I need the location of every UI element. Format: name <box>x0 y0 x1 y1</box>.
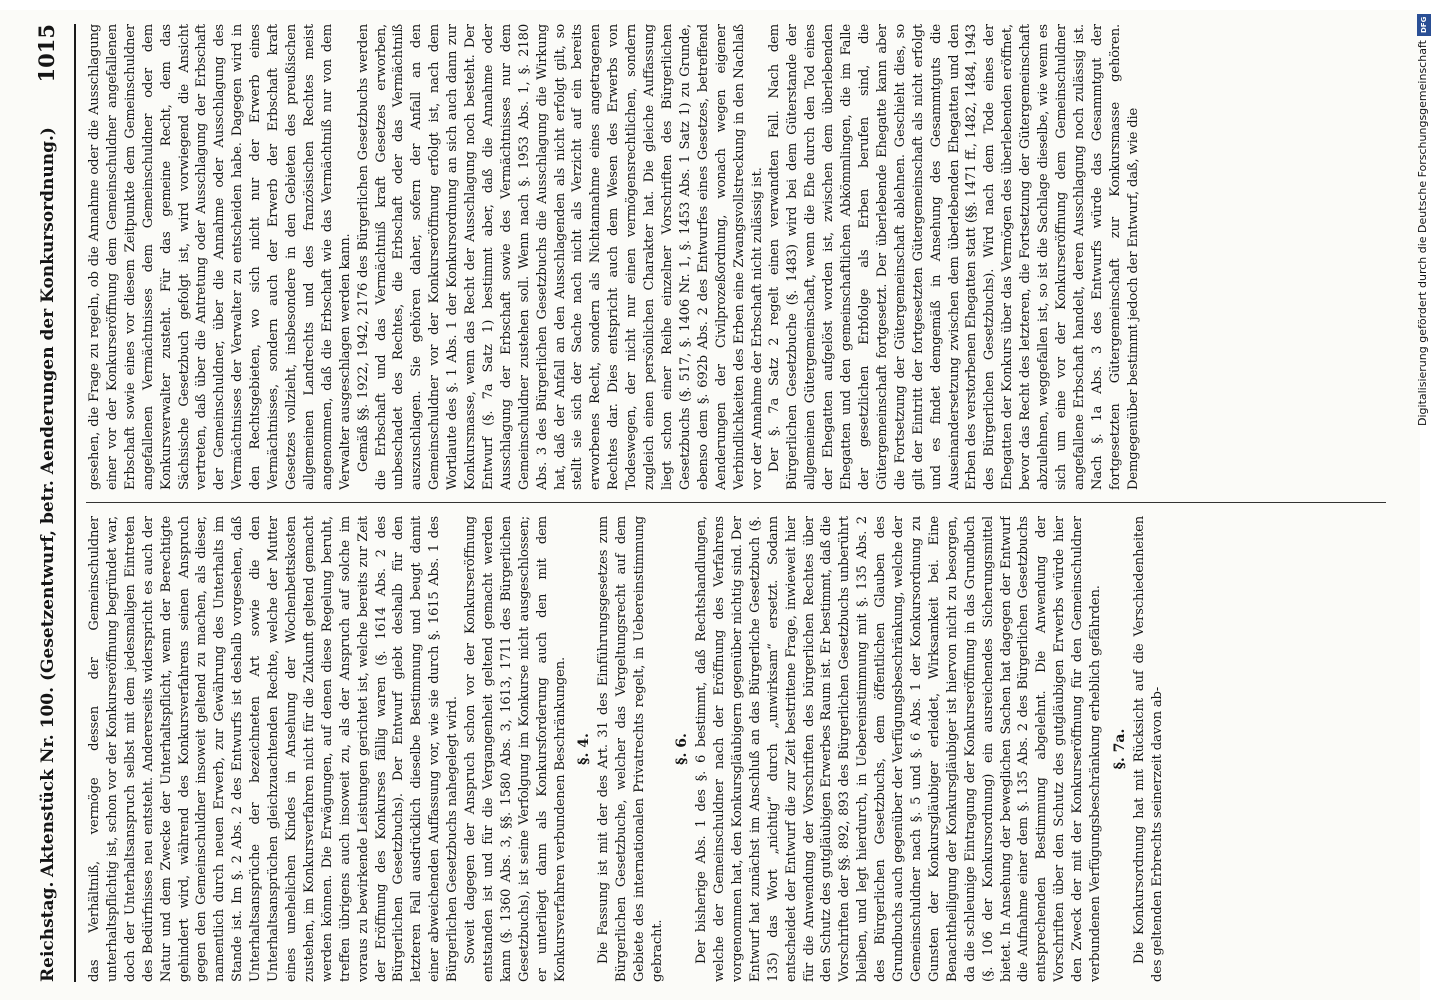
right-paragraph-1: gesehen, die Frage zu regeln, ob die Annahme oder die Ausschlagung einer vor der Konkurseröffnung dem Gemeinschuldner angefallenen Erbschaft sowie eines vor diesem Zeitpunkte dem Gemeinschuldner angefallenen Vermächtnisses dem Gemeinschuldner oder dem Konkursverwalter zusteht. Für das gemeine Recht, dem das Sächsische Gesetzbuch gefolgt ist, wird vorwiegend die Ansicht vertreten, daß über die Antretung oder Ausschlagung der Erbschaft der Gemeinschuldner, über die Annahme oder Ausschlagung des Vermächtnisses der Verwalter zu entscheiden habe. Dagegen wird in den Rechtsgebieten, wo sich nicht nur der Erwerb eines Vermächtnisses, sondern auch der Erwerb der Erbschaft kraft Gesetzes vollzieht, insbesondere in den Gebieten des preußischen allgemeinen Landrechts und des französischen Rechtes meist angenommen, daß die Erbschaft wie das Vermächtniß nur von dem Verwalter ausgeschlagen werden kann. <box>87 24 353 490</box>
column-divider <box>86 502 1386 503</box>
digitization-margin <box>1415 12 1433 992</box>
section-4-text: Die Fassung ist mit der des Art. 31 des Einführungsgesetzes zum Bürgerlichen Gesetzbuche, welcher das Vergeltungsrecht auf dem Gebiete des internationalen Privatrechts regelt, in Uebereinstimmung gebracht. <box>596 516 666 982</box>
page-header <box>30 24 76 982</box>
digitization-note: Digitalisierung gefördert durch die Deutsche Forschungsgemeinschaft <box>1416 40 1429 426</box>
left-paragraph-2: Soweit dagegen der Anspruch schon vor der Konkurseröffnung entstanden ist und für die Vergangenheit geltend gemacht werden kann (§. 1360 Abs. 3, §§. 1580 Abs. 3, 1613, 1711 des Bürgerlichen Gesetzbuchs), ist seine Verfolgung im Konkurse nicht ausgeschlossen; er unterliegt dann als Konkursforderung auch den mit dem Konkursverfahren verbundenen Beschränkungen. <box>463 516 568 982</box>
header-left: Reichstag. <box>38 881 58 982</box>
scanned-page <box>0 10 1420 1000</box>
header-title: Aktenstück Nr. 100. (Gesetzentwurf, betr. Aenderungen der Konkursordnung.) <box>38 127 58 877</box>
left-column <box>86 516 1386 982</box>
page-number: 1015 <box>34 24 59 83</box>
section-7a-heading: §. 7a. <box>1111 728 1128 770</box>
section-4-heading: §. 4. <box>576 733 593 765</box>
dfg-logo: DFG <box>1417 14 1431 36</box>
section-7a-text: Die Konkursordnung hat mit Rücksicht auf die Verschiedenheiten des geltenden Erbrechts seinerzeit davon ab- <box>1131 516 1165 982</box>
right-column <box>86 24 1386 490</box>
section-6-text: Der bisherige Abs. 1 des §. 6 bestimmt, daß Rechtshandlungen, welche der Gemeinschuldner nach der Eröffnung des Verfahrens vorgenommen hat, den Konkursgläubigern gegenüber nichtig sind. Der Entwurf hat zunächst im Anschluß an das Bürgerliche Gesetzbuch (§. 135) das Wort „nichtig“ durch „unwirksam“ ersetzt. Sodann entscheidet der Entwurf die zur Zeit bestrittene Frage, inwieweit hier für die Anwendung der Vorschriften des bürgerlichen Rechtes über den Schutz des gutgläubigen Erwerbes Raum ist. Er bestimmt, daß die Vorschriften der §§. 892, 893 des Bürgerlichen Gesetzbuchs unberührt bleiben, und legt hierdurch, in Uebereinstimmung mit §. 135 Abs. 2 des Bürgerlichen Gesetzbuchs, dem öffentlichen Glauben des Grundbuchs auch gegenüber der Verfügungsbeschränkung, welche der Gemeinschuldner nach §. 5 und §. 6 Abs. 1 der Konkursordnung zu Gunsten der Konkursgläubiger erleidet, Wirksamkeit bei. Eine Benachtheiligung der Konkursgläubiger ist hiervon nicht zu besorgen, da die schleunige Eintragung der Konkurseröffnung in das Grundbuch (§. 106 der Konkursordnung) ein ausreichendes Sicherungsmittel bietet. In Ansehung der beweglichen Sachen hat dagegen der Entwurf die Aufnahme einer dem §. 135 Abs. 2 des Bürgerlichen Gesetzbuchs entsprechenden Bestimmung abgelehnt. Die Anwendung der Vorschriften über den Schutz des gutgläubigen Erwerbs würde hier den Zweck der mit der Konkurseröffnung für den Gemeinschuldner verbundenen Verfügungsbeschränkung erheblich gefährden. <box>694 516 1104 982</box>
section-6-heading: §. 6. <box>674 733 691 765</box>
right-paragraph-3: Der §. 7a Satz 2 regelt einen verwandten Fall. Nach dem Bürgerlichen Gesetzbuche (§. 1483) wird bei dem Güterstande der allgemeinen Gütergemeinschaft, wenn die Ehe durch den Tod eines der Ehegatten aufgelöst worden ist, zwischen dem überlebenden Ehegatten und den gemeinschaftlichen Abkömmlingen, die im Falle der gesetzlichen Erbfolge als Erben berufen sind, die Gütergemeinschaft fortgesetzt. Der überlebende Ehegatte kann aber die Fortsetzung der Gütergemeinschaft ablehnen. Geschieht dies, so gilt der Eintritt der fortgesetzten Gütergemeinschaft als nicht erfolgt und es findet demgemäß in Ansehung des Gesammtguts die Auseinandersetzung zwischen dem überlebenden Ehegatten und den Erben des verstorbenen Ehegatten statt (§§. 1471 ff., 1482, 1484, 1943 des Bürgerlichen Gesetzbuchs). Wird nach dem Tode eines der Ehegatten der Konkurs über das Vermögen des überlebenden eröffnet, bevor das Recht des letzteren, die Fortsetzung der Gütergemeinschaft abzulehnen, weggefallen ist, so ist die Sachlage dieselbe, wie wenn es sich um eine vor der Konkurseröffnung dem Gemeinschuldner angefallene Erbschaft handelt, deren Ausschlagung noch zulässig ist. Nach §. 1a Abs. 3 des Entwurfs würde das Gesammtgut der fortgesetzten Gütergemeinschaft zur Konkursmasse gehören. Demgegenüber bestimmt jedoch der Entwurf, daß, wie die <box>767 24 1141 490</box>
page-content <box>30 24 1400 982</box>
right-paragraph-2: Gemäß §§. 1922, 1942, 2176 des Bürgerlichen Gesetzbuchs werden die Erbschaft und das Vermächtniß kraft Gesetzes erworben, unbeschadet des Rechtes, die Erbschaft oder das Vermächtniß auszuschlagen. Sie gehören daher, sofern der Anfall an den Gemeinschuldner vor der Konkurseröffnung erfolgt ist, nach dem Wortlaute des §. 1 Abs. 1 der Konkursordnung an sich auch dann zur Konkursmasse, wenn das Recht der Ausschlagung noch besteht. Der Entwurf (§. 7a Satz 1) bestimmt aber, daß die Annahme oder Ausschlagung der Erbschaft sowie des Vermächtnisses nur dem Gemeinschuldner zustehen soll. Wenn nach §. 1953 Abs. 1, §. 2180 Abs. 3 des Bürgerlichen Gesetzbuchs die Ausschlagung die Wirkung hat, daß der Anfall an den Ausschlagenden als nicht erfolgt gilt, so stellt sie sich der Sache nach nicht als Verzicht auf ein bereits erworbenes Recht, sondern als Nichtannahme eines angetragenen Rechtes dar. Dies entspricht auch dem Wesen des Erwerbs von Todeswegen, der nicht nur einen vermögensrechtlichen, sondern zugleich einen persönlichen Charakter hat. Die gleiche Auffassung liegt schon einer Reihe einzelner Vorschriften des Bürgerlichen Gesetzbuchs (§. 517, §. 1406 Nr. 1, §. 1453 Abs. 1 Satz 1) zu Grunde, ebenso dem §. 692b Abs. 2 des Entwurfes eines Gesetzes, betreffend Aenderungen der Civilprozeßordnung, wonach wegen eigener Verbindlichkeiten des Erben eine Zwangsvollstreckung in den Nachlaß vor der Annahme der Erbschaft nicht zulässig ist. <box>355 24 765 490</box>
left-paragraph-1: das Verhältniß, vermöge dessen der Gemeinschuldner unterhaltspflichtig ist, schon vor der Konkurseröffnung begründet war, doch der Unterhaltsanspruch selbst mit dem jedesmaligen Eintreten des Bedürfnisses neu entsteht. Andererseits widerspricht es auch der Natur und dem Zwecke der Unterhaltspflicht, wenn der Berechtigte gehindert wird, während des Konkursverfahrens seinen Anspruch gegen den Gemeinschuldner insoweit geltend zu machen, als dieser, namentlich durch neuen Erwerb, zur Gewährung des Unterhalts im Stande ist. Im §. 2 Abs. 2 des Entwurfs ist deshalb vorgesehen, daß Unterhaltsansprüche der bezeichneten Art sowie die den Unterhaltsansprüchen gleichzuachtenden Rechte, welche der Mutter eines unehelichen Kindes in Ansehung der Wochenbettskosten zustehen, im Konkursverfahren nicht für die Zukunft geltend gemacht werden können. Die Erwägungen, auf denen diese Regelung beruht, treffen übrigens auch insoweit zu, als der Anspruch auf solche im voraus zu bewirkende Leistungen gerichtet ist, welche bereits zur Zeit der Eröffnung des Konkurses fällig waren (§. 1614 Abs. 2 des Bürgerlichen Gesetzbuchs). Der Entwurf giebt deshalb für den letzteren Fall ausdrücklich dieselbe Bestimmung und beugt damit einer abweichenden Auffassung vor, wie sie durch §. 1615 Abs. 1 des Bürgerlichen Gesetzbuchs nahegelegt wird. <box>87 516 461 982</box>
